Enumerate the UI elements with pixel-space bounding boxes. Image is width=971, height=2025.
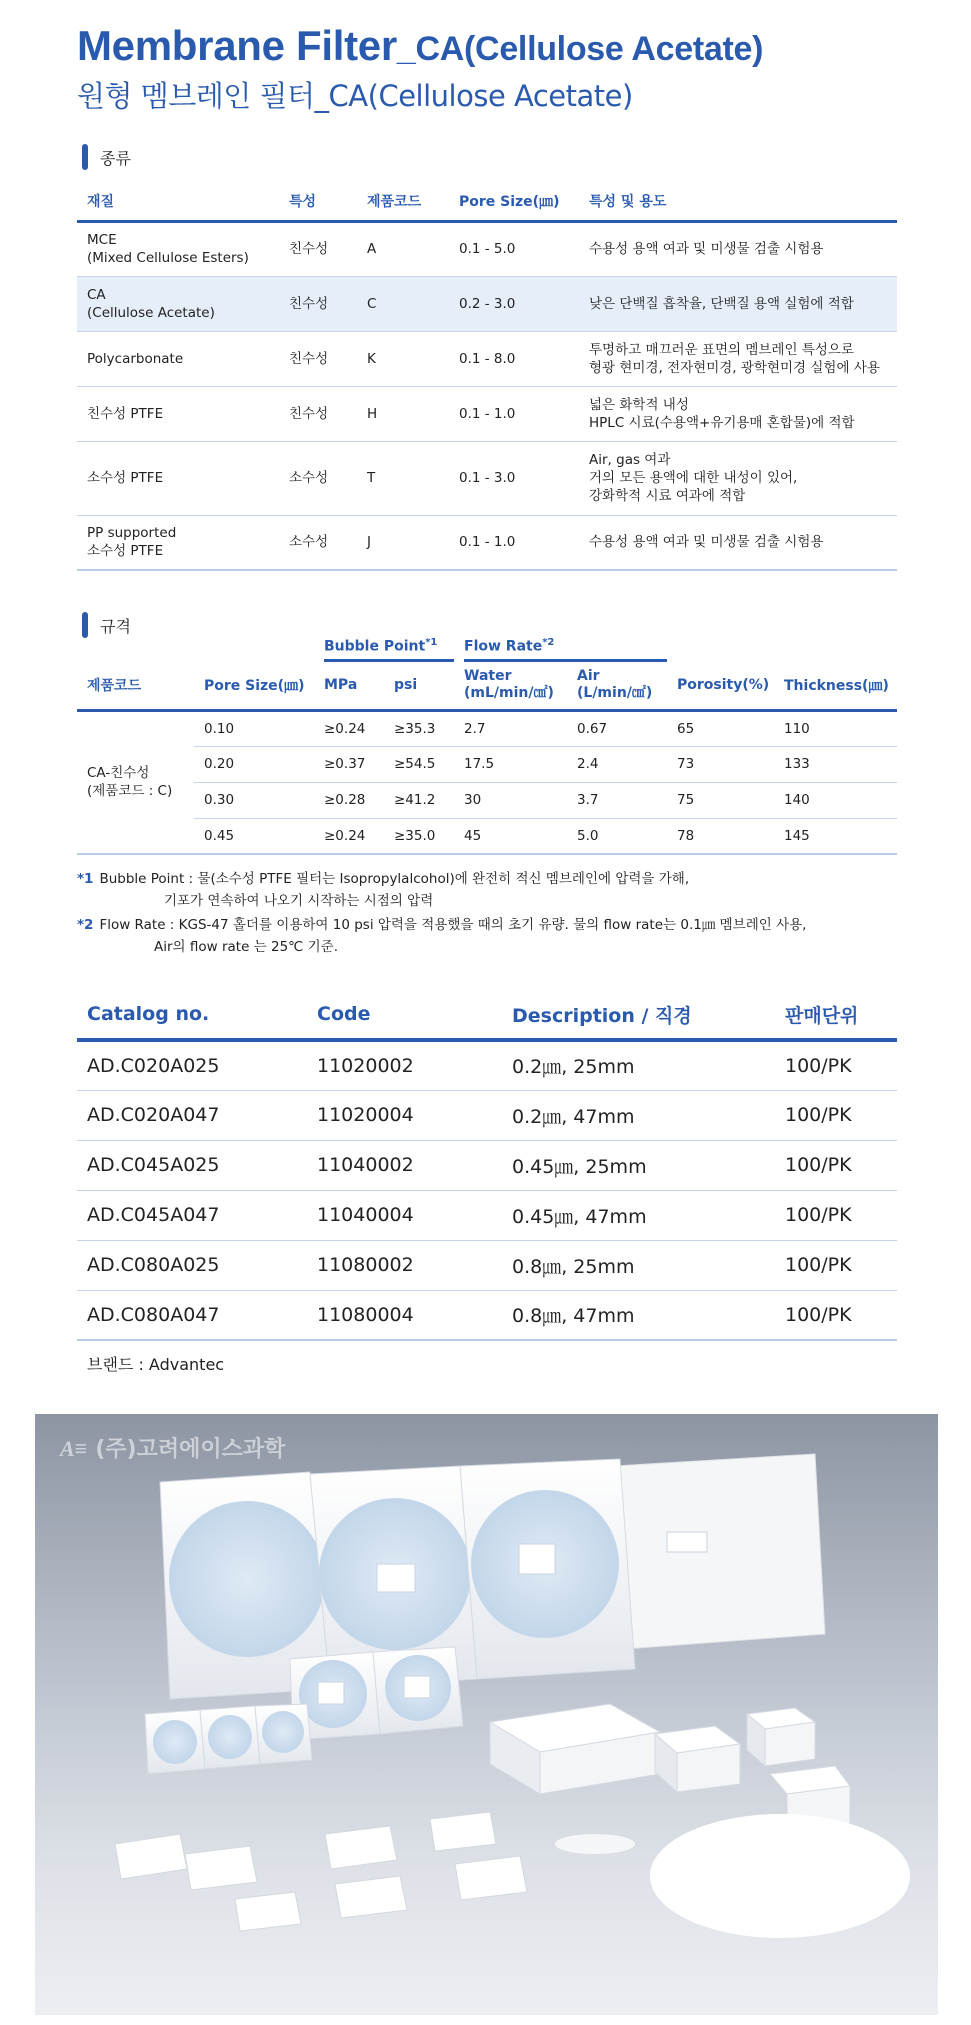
desc-cell: 0.8㎛, 25mm xyxy=(502,1240,775,1290)
types-col-property: 특성 xyxy=(279,183,357,221)
material-cell: Polycarbonate xyxy=(77,331,279,386)
spec-header-row xyxy=(77,662,897,710)
thickness-cell: 133 xyxy=(774,746,897,782)
table-row xyxy=(77,515,897,570)
air-cell: 2.4 xyxy=(567,746,667,782)
pore-cell: 0.1 - 3.0 xyxy=(449,441,579,515)
types-col-use: 특성 및 용도 xyxy=(579,183,897,221)
small-box xyxy=(655,1726,740,1792)
title-suffix-text: _CA(Cellulose Acetate) xyxy=(396,30,764,68)
material-cell: MCE (Mixed Cellulose Esters) xyxy=(77,221,279,276)
air-cell: 0.67 xyxy=(567,710,667,746)
unit-cell: 100/PK xyxy=(775,1140,897,1190)
porosity-cell: 78 xyxy=(667,818,774,854)
porosity-cell: 73 xyxy=(667,746,774,782)
label xyxy=(667,1532,707,1552)
mpa-cell: ≥0.24 xyxy=(314,818,384,854)
membrane-disc xyxy=(169,1501,325,1657)
code-cell: H xyxy=(357,386,449,441)
use-cell: 낮은 단백질 흡착율, 단백질 용액 실험에 적합 xyxy=(579,276,897,331)
water-cell: 45 xyxy=(454,818,567,854)
medium-tray xyxy=(373,1647,463,1734)
table-row xyxy=(77,1190,897,1240)
unit-cell: 100/PK xyxy=(775,1240,897,1290)
code-cell: 11020004 xyxy=(307,1090,502,1140)
water-cell: 30 xyxy=(454,782,567,818)
product-photo xyxy=(35,1414,938,2015)
use-cell: 투명하고 매끄러운 표면의 멤브레인 특성으로 형광 현미경, 전자현미경, 광학현미경 실험에 사용 xyxy=(579,331,897,386)
material-cell: 소수성 PTFE xyxy=(77,441,279,515)
page-title xyxy=(77,22,763,70)
property-cell: 친수성 xyxy=(279,386,357,441)
table-row xyxy=(77,276,897,331)
code-cell: J xyxy=(357,515,449,570)
pore-cell: 0.1 - 8.0 xyxy=(449,331,579,386)
code-cell: K xyxy=(357,331,449,386)
table-row xyxy=(77,746,897,782)
table-row xyxy=(77,1040,897,1090)
thickness-cell: 110 xyxy=(774,710,897,746)
psi-cell: ≥41.2 xyxy=(384,782,454,818)
property-cell: 친수성 xyxy=(279,331,357,386)
brand-note: 브랜드 : Advantec xyxy=(87,1355,225,1374)
unit-cell: 100/PK xyxy=(775,1190,897,1240)
catalog-no-cell: AD.C045A025 xyxy=(77,1140,307,1190)
spec-col-mpa: MPa xyxy=(314,662,384,710)
catalog-no-cell: AD.C020A025 xyxy=(77,1040,307,1090)
use-cell: 넓은 화학적 내성 HPLC 시료(수용액+유기용매 혼합물)에 적합 xyxy=(579,386,897,441)
pore-cell: 0.30 xyxy=(194,782,314,818)
flow-rate-group: Flow Rate$^{*2}$ xyxy=(454,630,667,662)
table-row xyxy=(77,1290,897,1340)
spec-col-air: Air (L/min/㎠) xyxy=(567,662,667,710)
catalog-col-desc: Description / 직경 xyxy=(502,990,775,1040)
logo-text: (주)고려에이스과학 xyxy=(95,1437,286,1462)
pore-cell: 0.1 - 1.0 xyxy=(449,386,579,441)
spec-col-porosity: Porosity(%) xyxy=(667,662,774,710)
table-row xyxy=(77,441,897,515)
spec-col-code: 제품코드 xyxy=(77,662,194,710)
table-row xyxy=(77,1240,897,1290)
material-cell: 친수성 PTFE xyxy=(77,386,279,441)
types-section-label: 종류 xyxy=(100,148,131,168)
types-col-code: 제품코드 xyxy=(357,183,449,221)
mpa-cell: ≥0.37 xyxy=(314,746,384,782)
table-row xyxy=(77,221,897,276)
unit-cell: 100/PK xyxy=(775,1040,897,1090)
page-subtitle: 원형 멤브레인 필터_CA(Cellulose Acetate) xyxy=(77,79,633,113)
code-cell: A xyxy=(357,221,449,276)
section-marker xyxy=(82,144,88,170)
air-cell: 5.0 xyxy=(567,818,667,854)
thickness-cell: 145 xyxy=(774,818,897,854)
types-col-material: 재질 xyxy=(77,183,279,221)
desc-cell: 0.8㎛, 47mm xyxy=(502,1290,775,1340)
types-header-row xyxy=(77,183,897,221)
catalog-no-cell: AD.C045A047 xyxy=(77,1190,307,1240)
thickness-cell: 140 xyxy=(774,782,897,818)
footnote-flow-rate: *2 Flow Rate : KGS-47 홀더를 이용하여 10 psi 압력을 적용했을 때의 초기 유량. 물의 flow rate는 0.1㎛ 멤브레인 사용, Air의 flow rate 는 25℃ 기준. xyxy=(77,917,807,955)
spec-col-thickness: Thickness(㎛) xyxy=(774,662,897,710)
small-box xyxy=(747,1708,815,1766)
table-row xyxy=(77,1090,897,1140)
logo-mark-icon: A≡ xyxy=(60,1436,88,1461)
porosity-cell: 65 xyxy=(667,710,774,746)
spec-col-psi: psi xyxy=(384,662,454,710)
table-row xyxy=(77,710,897,746)
spec-col-pore: Pore Size(㎛) xyxy=(194,662,314,710)
spec-section-label: 규격 xyxy=(100,616,131,636)
spec-col-water: Water (mL/min/㎠) xyxy=(454,662,567,710)
code-cell: 11080002 xyxy=(307,1240,502,1290)
catalog-table xyxy=(77,990,897,1341)
table-row xyxy=(77,331,897,386)
product-code-cell: CA-친수성 (제품코드 : C) xyxy=(77,710,194,854)
code-cell: 11020002 xyxy=(307,1040,502,1090)
catalog-col-catalog: Catalog no. xyxy=(77,990,307,1040)
property-cell: 친수성 xyxy=(279,221,357,276)
pore-cell: 0.2 - 3.0 xyxy=(449,276,579,331)
small-tray xyxy=(145,1710,205,1774)
pore-cell: 0.20 xyxy=(194,746,314,782)
types-col-pore: Pore Size(㎛) xyxy=(449,183,579,221)
mpa-cell: ≥0.28 xyxy=(314,782,384,818)
code-cell: C xyxy=(357,276,449,331)
code-cell: 11040004 xyxy=(307,1190,502,1240)
desc-cell: 0.2㎛, 25mm xyxy=(502,1040,775,1090)
property-cell: 소수성 xyxy=(279,441,357,515)
small-tray xyxy=(200,1706,260,1769)
water-cell: 2.7 xyxy=(454,710,567,746)
pore-cell: 0.10 xyxy=(194,710,314,746)
pore-cell: 0.45 xyxy=(194,818,314,854)
code-cell: 11080004 xyxy=(307,1290,502,1340)
table-row xyxy=(77,818,897,854)
catalog-col-code: Code xyxy=(307,990,502,1040)
desc-cell: 0.45㎛, 25mm xyxy=(502,1140,775,1190)
small-tray xyxy=(255,1704,312,1764)
use-cell: 수용성 용액 여과 및 미생물 검출 시험용 xyxy=(579,221,897,276)
title-main-text: Membrane Filter xyxy=(77,22,397,69)
table-row xyxy=(77,1140,897,1190)
box-lid-back xyxy=(615,1454,825,1649)
catalog-col-unit: 판매단위 xyxy=(775,990,897,1040)
catalog-no-cell: AD.C080A025 xyxy=(77,1240,307,1290)
unit-cell: 100/PK xyxy=(775,1090,897,1140)
table-row xyxy=(77,386,897,441)
use-cell: Air, gas 여과 거의 모든 용액에 대한 내성이 있어, 강화학적 시료 여과에 적합 xyxy=(579,441,897,515)
material-cell: CA (Cellulose Acetate) xyxy=(77,276,279,331)
desc-cell: 0.45㎛, 47mm xyxy=(502,1190,775,1240)
loose-membrane-disc xyxy=(555,1834,635,1854)
large-tray xyxy=(460,1459,635,1679)
property-cell: 소수성 xyxy=(279,515,357,570)
code-cell: T xyxy=(357,441,449,515)
psi-cell: ≥54.5 xyxy=(384,746,454,782)
spec-table xyxy=(77,630,897,855)
catalog-header-row xyxy=(77,990,897,1040)
psi-cell: ≥35.0 xyxy=(384,818,454,854)
catalog-no-cell: AD.C080A047 xyxy=(77,1290,307,1340)
unit-cell: 100/PK xyxy=(775,1290,897,1340)
packets xyxy=(115,1812,527,1931)
property-cell: 친수성 xyxy=(279,276,357,331)
pore-cell: 0.1 - 5.0 xyxy=(449,221,579,276)
psi-cell: ≥35.3 xyxy=(384,710,454,746)
water-cell: 17.5 xyxy=(454,746,567,782)
pore-cell: 0.1 - 1.0 xyxy=(449,515,579,570)
catalog-no-cell: AD.C020A047 xyxy=(77,1090,307,1140)
material-cell: PP supported 소수성 PTFE xyxy=(77,515,279,570)
footnote-bubble-point: *1 Bubble Point : 물(소수성 PTFE 필터는 Isopropylalcohol)에 완전히 적신 멤브레인에 압력을 가해, 기포가 연속하여 나오기 시작하는 시점의 압력 xyxy=(77,871,690,909)
air-cell: 3.7 xyxy=(567,782,667,818)
table-row xyxy=(77,782,897,818)
desc-cell: 0.2㎛, 47mm xyxy=(502,1090,775,1140)
porosity-cell: 75 xyxy=(667,782,774,818)
long-box xyxy=(490,1704,660,1794)
types-section-heading xyxy=(82,144,131,170)
loose-membrane-disc xyxy=(650,1814,910,1938)
product-illustration xyxy=(35,1414,938,2015)
code-cell: 11040002 xyxy=(307,1140,502,1190)
bubble-point-group: Bubble Point$^{*1}$ xyxy=(314,630,454,662)
mpa-cell: ≥0.24 xyxy=(314,710,384,746)
spec-group-header-row xyxy=(77,630,897,662)
use-cell: 수용성 용액 여과 및 미생물 검출 시험용 xyxy=(579,515,897,570)
types-table xyxy=(77,183,897,571)
